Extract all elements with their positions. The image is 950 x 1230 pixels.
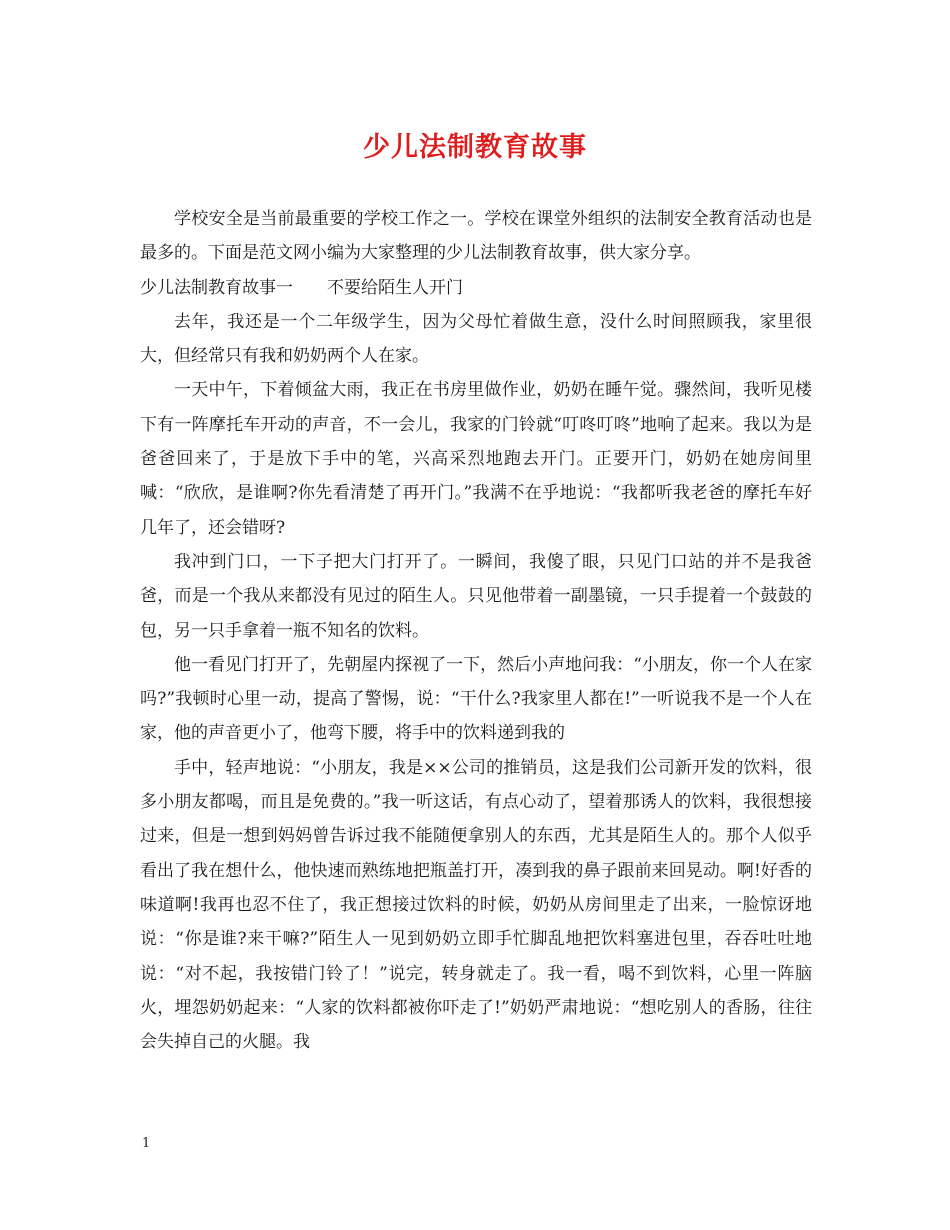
body-paragraph: 一天中午，下着倾盆大雨，我正在书房里做作业，奶奶在睡午觉。骤然间，我听见楼下有一阵摩托车开动的声音，不一会儿，我家的门铃就“叮咚叮咚”地响了起来。我以为是爸爸回来了，于是放下手中的笔，兴高采烈地跑去开门。正要开门，奶奶在她房间里喊：“欣欣，是谁啊?你先看清楚了再开门。”我满不在乎地说：“我都听我老爸的摩托车好几年了，还会错呀? bbox=[140, 380, 812, 538]
body-paragraph: 我冲到门口，一下子把大门打开了。一瞬间，我傻了眼，只见门口站的并不是我爸爸，而是一个我从来都没有见过的陌生人。只见他带着一副墨镜，一只手提着一个鼓鼓的包，另一只手拿着一瓶不知名的饮料。 bbox=[140, 551, 812, 641]
body-paragraph: 他一看见门打开了，先朝屋内探视了一下，然后小声地问我：“小朋友，你一个人在家吗?”我顿时心里一动，提高了警惕，说：“干什么?我家里人都在!”一听说我不是一个人在家，他的声音更小了，他弯下腰，将手中的饮料递到我的 bbox=[140, 654, 812, 744]
body-paragraph: 去年，我还是一个二年级学生，因为父母忙着做生意，没什么时间照顾我，家里很大，但经常只有我和奶奶两个人在家。 bbox=[140, 311, 812, 367]
page-number: 1 bbox=[142, 1136, 151, 1151]
body-paragraph: 手中，轻声地说：“小朋友，我是××公司的推销员，这是我们公司新开发的饮料，很多小朋友都喝，而且是免费的。”我一听这话，有点心动了，望着那诱人的饮料，我很想接过来，但是一想到妈妈曾告诉过我不能随便拿别人的东西，尤其是陌生人的。那个人似乎看出了我在想什么，他快速而熟练地把瓶盖打开，凑到我的鼻子跟前来回晃动。啊!好香的味道啊!我再也忍不住了，我正想接过饮料的时候，奶奶从房间里走了出来，一脸惊讶地说：“你是谁?来干嘛?”陌生人一见到奶奶立即手忙脚乱地把饮料塞进包里，吞吞吐吐地说：“对不起，我按错门铃了！”说完，转身就走了。我一看，喝不到饮料，心里一阵脑火，埋怨奶奶起来：“人家的饮料都被你吓走了!”奶奶严肃地说：“想吃别人的香肠，往往会失掉自己的火腿。我 bbox=[140, 757, 812, 1053]
document-body bbox=[140, 202, 812, 1059]
document-title: 少儿法制教育故事 bbox=[363, 132, 587, 163]
section-heading: 少儿法制教育故事一 不要给陌生人开门 bbox=[140, 277, 463, 298]
body-paragraph: 学校安全是当前最重要的学校工作之一。学校在课堂外组织的法制安全教育活动也是最多的。下面是范文网小编为大家整理的少儿法制教育故事，供大家分享。 bbox=[140, 209, 812, 264]
